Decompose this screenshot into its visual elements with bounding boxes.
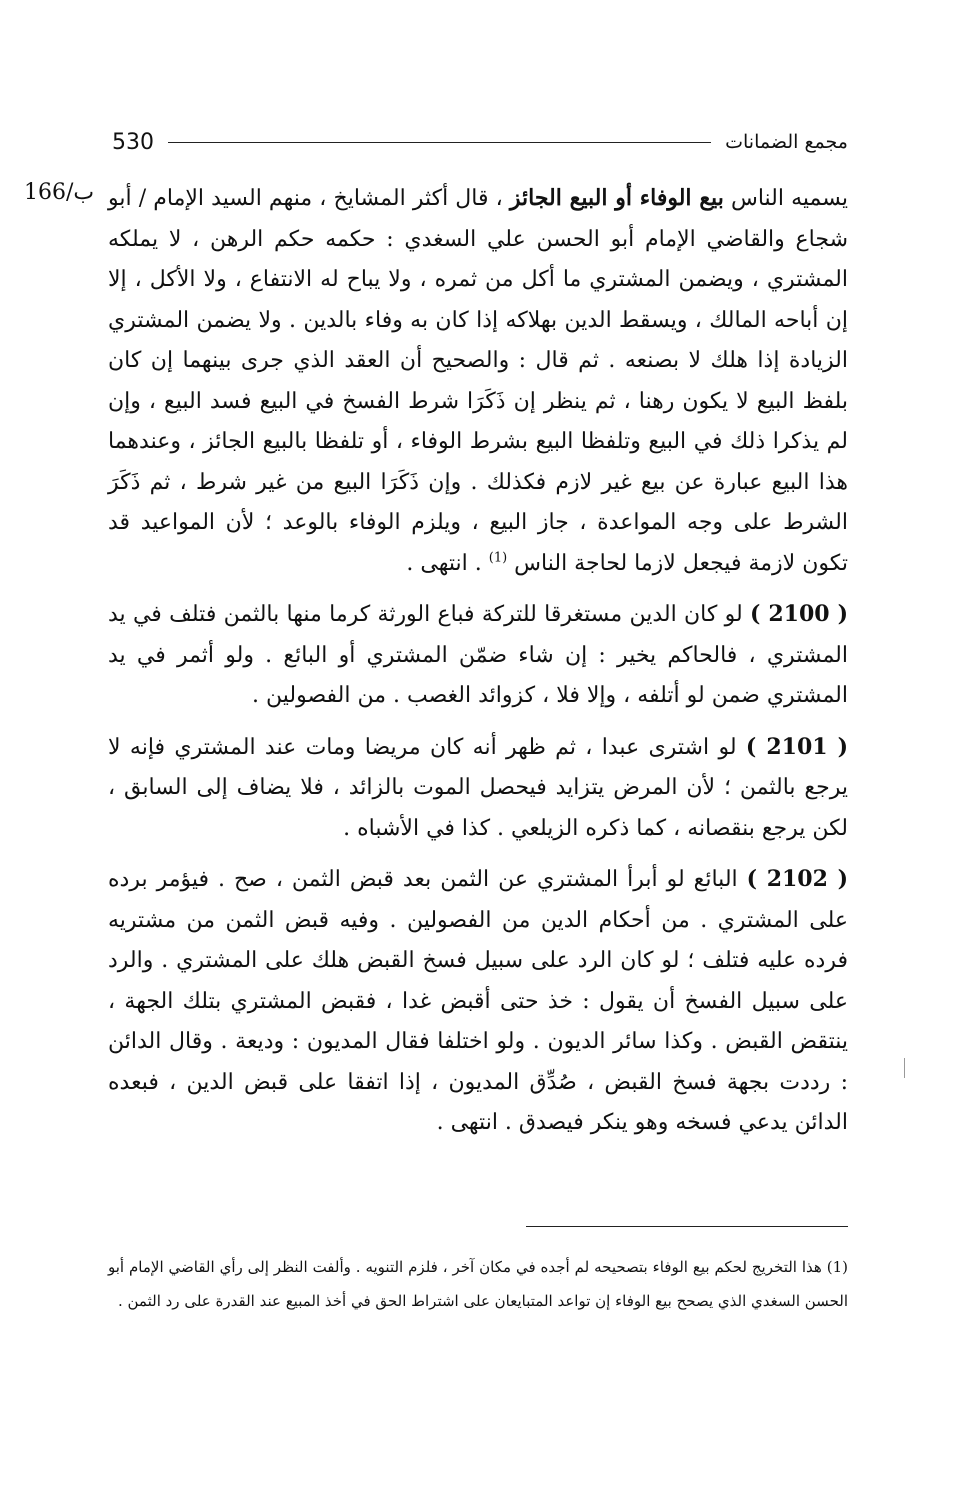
paragraph-number: ( 2100 )	[750, 601, 848, 627]
paragraph-text: البائع لو أبرأ المشتري عن الثمن بعد قبض الثمن ، صح . فيؤمر برده على المشتري . من أحكام الدين من الفصولين . وفيه قبض الثمن من مشتريه فرده عليه فتلف ؛ لو كان الرد على سبيل فسخ القبض هلك على المشتري . والرد على سبيل الفسخ أن يقول : خذ حتى أقبض غدا ، فقبض المشتري بتلك الجهة ، ينتقض القبض . وكذا سائر الديون . ولو اختلفا فقال المديون : وديعة . وقال الدائن : رددت بجهة فسخ القبض ، صُدِّق المديون ، إذا اتفقا على قبض الدين ، فبعده الدائن يدعي فسخه وهو ينكر فيصدق . انتهى .	[108, 867, 848, 1135]
paragraph-2102	[108, 859, 848, 1144]
page-header	[112, 120, 848, 164]
paragraph-2101	[108, 727, 848, 850]
running-title: مجمع الضمانات	[725, 131, 848, 153]
paragraph-number: ( 2102 )	[746, 866, 848, 892]
intro-bold-term: بيع الوفاء أو البيع الجائز	[509, 185, 724, 211]
margin-tick-mark	[904, 1058, 905, 1078]
footnote-divider	[526, 1226, 848, 1227]
main-text	[108, 178, 848, 1144]
intro-paragraph	[108, 178, 848, 584]
page-number: 530	[112, 129, 154, 155]
footnote-reference[interactable]: (1)	[488, 550, 508, 566]
paragraph-text: لو كان الدين مستغرقا للتركة فباع الورثة كرما منها بالثمن فتلف في يد المشتري ، فالحاكم يخير : إن شاء ضمّن المشتري أو البائع . ولو أثمر في يد المشتري ضمن لو أتلفه ، وإلا فلا ، كزوائد الغصب . من الفصولين .	[108, 602, 848, 708]
footnote	[108, 1250, 848, 1318]
paragraph-text: لو اشترى عبدا ، ثم ظهر أنه كان مريضا ومات عند المشتري فإنه لا يرجع بالثمن ؛ لأن المرض يتزايد فيحصل الموت بالزائد ، فلا يضاف إلى السابق ، لكن يرجع بنقصانه ، كما ذكره الزيلعي . كذا في الأشباه .	[108, 734, 848, 841]
header-divider	[168, 142, 711, 143]
paragraph-2100	[108, 594, 848, 717]
manuscript-folio-note: 166/ب	[24, 180, 95, 205]
intro-text: ، قال أكثر المشايخ ، منهم السيد الإمام / أبو شجاع والقاضي الإمام أبو الحسن علي السغدي : حكمه حكم الرهن ، لا يملكه المشتري ، ويضمن المشتري ما أكل من ثمره ، ولا يباح له الانتفاع ، ولا الأكل ، إلا إن أباحه المالك ، ويسقط الدين بهلاكه إذا كان به وفاء بالدين . ولا يضمن المشتري الزيادة إذا هلك لا بصنعه . ثم قال : والصحيح أن العقد الذي جرى بينهما إن كان بلفظ البيع لا يكون رهنا ، ثم ينظر إن ذَكَرَا شرط الفسخ في البيع فسد البيع ، وإن لم يذكرا ذلك في البيع وتلفظا البيع بشرط الوفاء ، أو تلفظا بالبيع الجائز ، وعندهما هذا البيع عبارة عن بيع غير لازم فكذلك . وإن ذَكَرَا البيع من غير شرط ، ثم ذَكَرَ الشرط على وجه المواعدة ، جاز البيع ، ويلزم الوفاء بالوعد ؛ لأن المواعيد قد تكون لازمة فيجعل لازما لحاجة الناس	[108, 186, 848, 576]
paragraph-number: ( 2101 )	[745, 733, 848, 760]
intro-ending: . انتهى .	[406, 550, 489, 576]
intro-lead: يسميه الناس	[723, 186, 849, 211]
footnote-text: (1) هذا التخريج لحكم بيع الوفاء بتصحيحه لم أجده في مكان آخر ، فلزم التنويه . وألفت النظر إلى رأي القاضي الإمام أبو الحسن السغدي الذي يصحح بيع الوفاء إن تواعد المتبايعان على اشتراط الحق في أخذ المبيع عند القدرة على رد الثمن .	[108, 1258, 848, 1310]
